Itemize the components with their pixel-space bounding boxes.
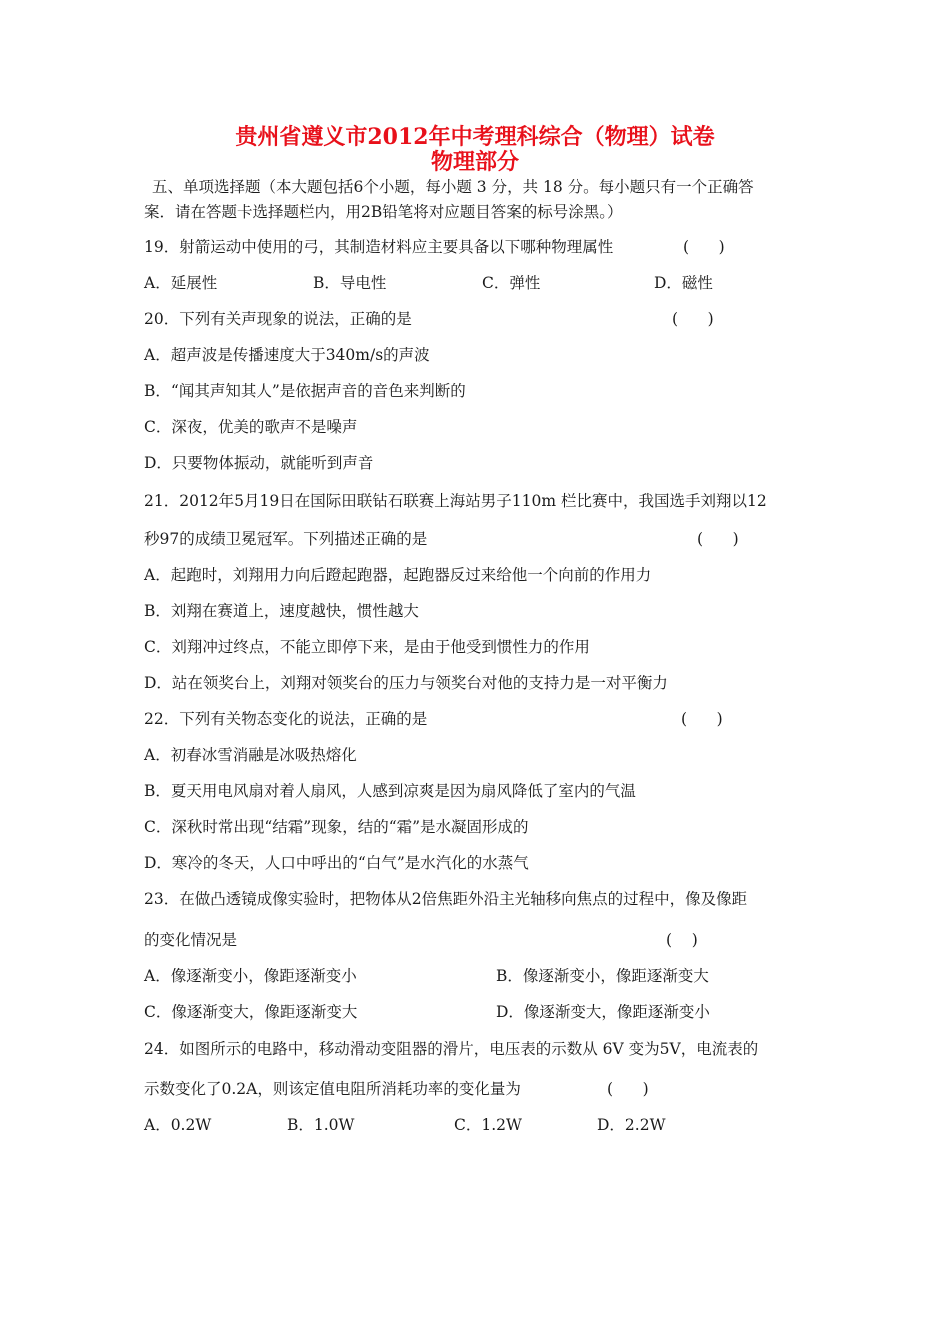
q22-option-d: D．寒冷的冬天，人口中呼出的“白气”是水汽化的水蒸气 (144, 854, 529, 872)
question-20-stem: 20．下列有关声现象的说法，正确的是 (144, 310, 412, 328)
q23-option-d: D．像逐渐变大，像距逐渐变小 (496, 1003, 710, 1021)
q24-option-b: B．1.0W (287, 1116, 355, 1134)
q24-option-d: D．2.2W (597, 1116, 666, 1134)
q19-option-a: A．延展性 (144, 274, 218, 292)
q21-option-b: B．刘翔在赛道上，速度越快，惯性越大 (144, 602, 419, 620)
q19-option-c: C．弹性 (482, 274, 541, 292)
answer-parens: ( ) (681, 710, 723, 728)
q24-option-c: C．1.2W (454, 1116, 522, 1134)
q20-option-d: D．只要物体振动，就能听到声音 (144, 454, 374, 472)
q23-option-c: C．像逐渐变大，像距逐渐变大 (144, 1003, 358, 1021)
section-instructions-line-2: 案．请在答题卡选择题栏内，用2B铅笔将对应题目答案的标号涂黑。） (144, 203, 623, 221)
q23-option-b: B．像逐渐变小，像距逐渐变大 (496, 967, 709, 985)
answer-parens: ( ) (683, 238, 725, 256)
q21-option-a: A．起跑时，刘翔用力向后蹬起跑器，起跑器反过来给他一个向前的作用力 (144, 566, 652, 584)
q20-option-b: B．“闻其声知其人”是依据声音的音色来判断的 (144, 382, 466, 400)
q21-option-d: D．站在领奖台上，刘翔对领奖台的压力与领奖台对他的支持力是一对平衡力 (144, 674, 668, 692)
q23-option-a: A．像逐渐变小，像距逐渐变小 (144, 967, 357, 985)
answer-parens: ( ) (697, 530, 739, 548)
answer-parens: ( ) (666, 931, 698, 949)
answer-parens: ( ) (607, 1080, 649, 1098)
q20-option-a: A．超声波是传播速度大于340m/s的声波 (144, 346, 430, 364)
q19-option-d: D．磁性 (654, 274, 713, 292)
q20-option-c: C．深夜，优美的歌声不是噪声 (144, 418, 358, 436)
exam-title: 贵州省遵义市2012年中考理科综合（物理）试卷 (235, 124, 715, 150)
q22-option-a: A．初春冰雪消融是冰吸热熔化 (144, 746, 357, 764)
question-24-stem-line-2: 示数变化了0.2A，则该定值电阻所消耗功率的变化量为 (144, 1080, 521, 1098)
section-instructions-line-1: 五、单项选择题（本大题包括6个小题，每小题 3 分，共 18 分。每小题只有一个正确答 (152, 178, 754, 196)
q22-option-c: C．深秋时常出现“结霜”现象，结的“霜”是水凝固形成的 (144, 818, 529, 836)
q21-option-c: C．刘翔冲过终点，不能立即停下来，是由于他受到惯性力的作用 (144, 638, 590, 656)
exam-subtitle: 物理部分 (430, 149, 519, 175)
q22-option-b: B．夏天用电风扇对着人扇风，人感到凉爽是因为扇风降低了室内的气温 (144, 782, 636, 800)
q19-option-b: B．导电性 (313, 274, 387, 292)
question-23-stem-line-2: 的变化情况是 (144, 931, 238, 949)
q24-option-a: A．0.2W (144, 1116, 212, 1134)
question-21-stem-line-2: 秒97的成绩卫冕冠军。下列描述正确的是 (144, 530, 428, 548)
question-24-stem-line-1: 24．如图所示的电路中，移动滑动变阻器的滑片，电压表的示数从 6V 变为5V，电流表的 (144, 1040, 759, 1058)
question-21-stem-line-1: 21．2012年5月19日在国际田联钻石联赛上海站男子110m 栏比赛中，我国选手刘翔以12 (144, 492, 767, 510)
question-19-stem: 19．射箭运动中使用的弓，其制造材料应主要具备以下哪种物理属性 (144, 238, 614, 256)
question-22-stem: 22．下列有关物态变化的说法，正确的是 (144, 710, 428, 728)
question-23-stem-line-1: 23．在做凸透镜成像实验时，把物体从2倍焦距外沿主光轴移向焦点的过程中，像及像距 (144, 890, 748, 908)
answer-parens: ( ) (672, 310, 714, 328)
